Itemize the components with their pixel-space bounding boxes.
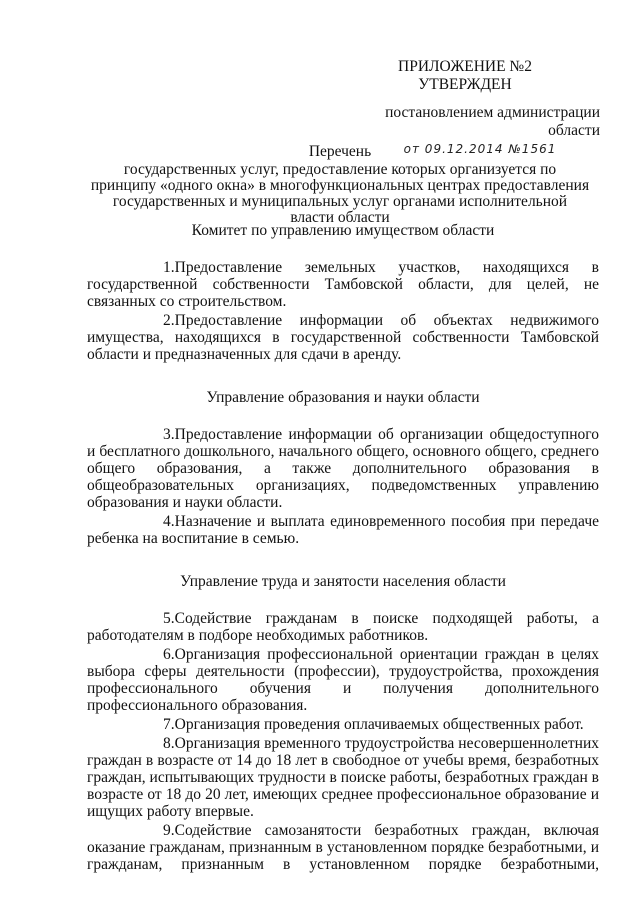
item-number: 2. xyxy=(163,312,175,329)
list-item xyxy=(87,822,599,873)
document-title xyxy=(90,144,590,226)
item-text: Назначение и выплата единовременного пособия при передаче ребенка на воспитание в семью. xyxy=(87,513,599,547)
item-number: 3. xyxy=(163,426,175,443)
item-number: 8. xyxy=(163,735,175,752)
title-heading: Перечень xyxy=(308,143,372,160)
document-content xyxy=(87,222,599,875)
list-item xyxy=(87,259,599,310)
item-number: 4. xyxy=(163,513,175,530)
list-item xyxy=(87,426,599,511)
item-text: Организация проведения оплачиваемых общественных работ. xyxy=(174,716,584,733)
item-text: Организация временного трудоустройства несовершеннолетних граждан в возрасте от 14 до 18 лет в свободное от учебы время, безработных граждан, испытывающих трудности в поиске работы, безработных граждан в возрасте от 18 до 20 лет, имеющих среднее профессиональное образование и ищущих работу впервые. xyxy=(87,735,599,820)
item-number: 6. xyxy=(163,646,175,663)
section-title: Управление образования и науки области xyxy=(206,389,480,406)
list-item xyxy=(87,312,599,363)
list-item xyxy=(87,716,599,733)
approved-label: УТВЕРЖДЕН xyxy=(418,76,512,93)
item-number: 7. xyxy=(163,716,175,733)
decree-line: постановлением администрации области xyxy=(385,104,600,139)
item-text: Содействие самозанятости безработных граждан, включая оказание гражданам, признанным в установленном порядке безработными, и гражданам, признанным в установленном порядке безработными, xyxy=(87,822,599,873)
item-text: Содействие гражданам в поиске подходящей работы, а работодателям в подборе необходимых работников. xyxy=(87,610,599,644)
item-text: Предоставление информации об организации общедоступного и бесплатного дошкольного, начального общего, основного общего, среднего общего образования, а также дополнительного образования в общеобразовательных организациях, подведомственных управлению образования и науки области. xyxy=(87,426,599,511)
item-text: Организация профессиональной ориентации граждан в целях выбора сферы деятельности (профессии), трудоустройства, прохождения профессионального обучения и получения дополнительного профессионального образования. xyxy=(87,646,599,714)
list-item xyxy=(87,610,599,644)
handwritten-date-number: от 09.12.2014 №1561 xyxy=(403,142,557,156)
item-number: 5. xyxy=(163,610,175,627)
item-text: Предоставление земельных участков, находящихся в государственной собственности Тамбовской области, для целей, не связанных со строительством. xyxy=(87,259,599,310)
section-title: Управление труда и занятости населения области xyxy=(180,573,506,590)
item-text: Предоставление информации об объектах недвижимого имущества, находящихся в государственной собственности Тамбовской области и предназначенных для сдачи в аренду. xyxy=(87,312,599,363)
appendix-label: ПРИЛОЖЕНИЕ №2 xyxy=(398,58,532,75)
list-item xyxy=(87,513,599,547)
list-item xyxy=(87,646,599,714)
list-item xyxy=(87,735,599,820)
item-number: 9. xyxy=(163,822,175,839)
item-number: 1. xyxy=(163,259,175,276)
section-title: Комитет по управлению имуществом области xyxy=(191,222,495,239)
title-body: государственных услуг, предоставление которых организуется по принципу «одного окна» в многофункциональных центрах предоставления государственных и муниципальных услуг органами исполнительной власти области xyxy=(90,161,590,226)
